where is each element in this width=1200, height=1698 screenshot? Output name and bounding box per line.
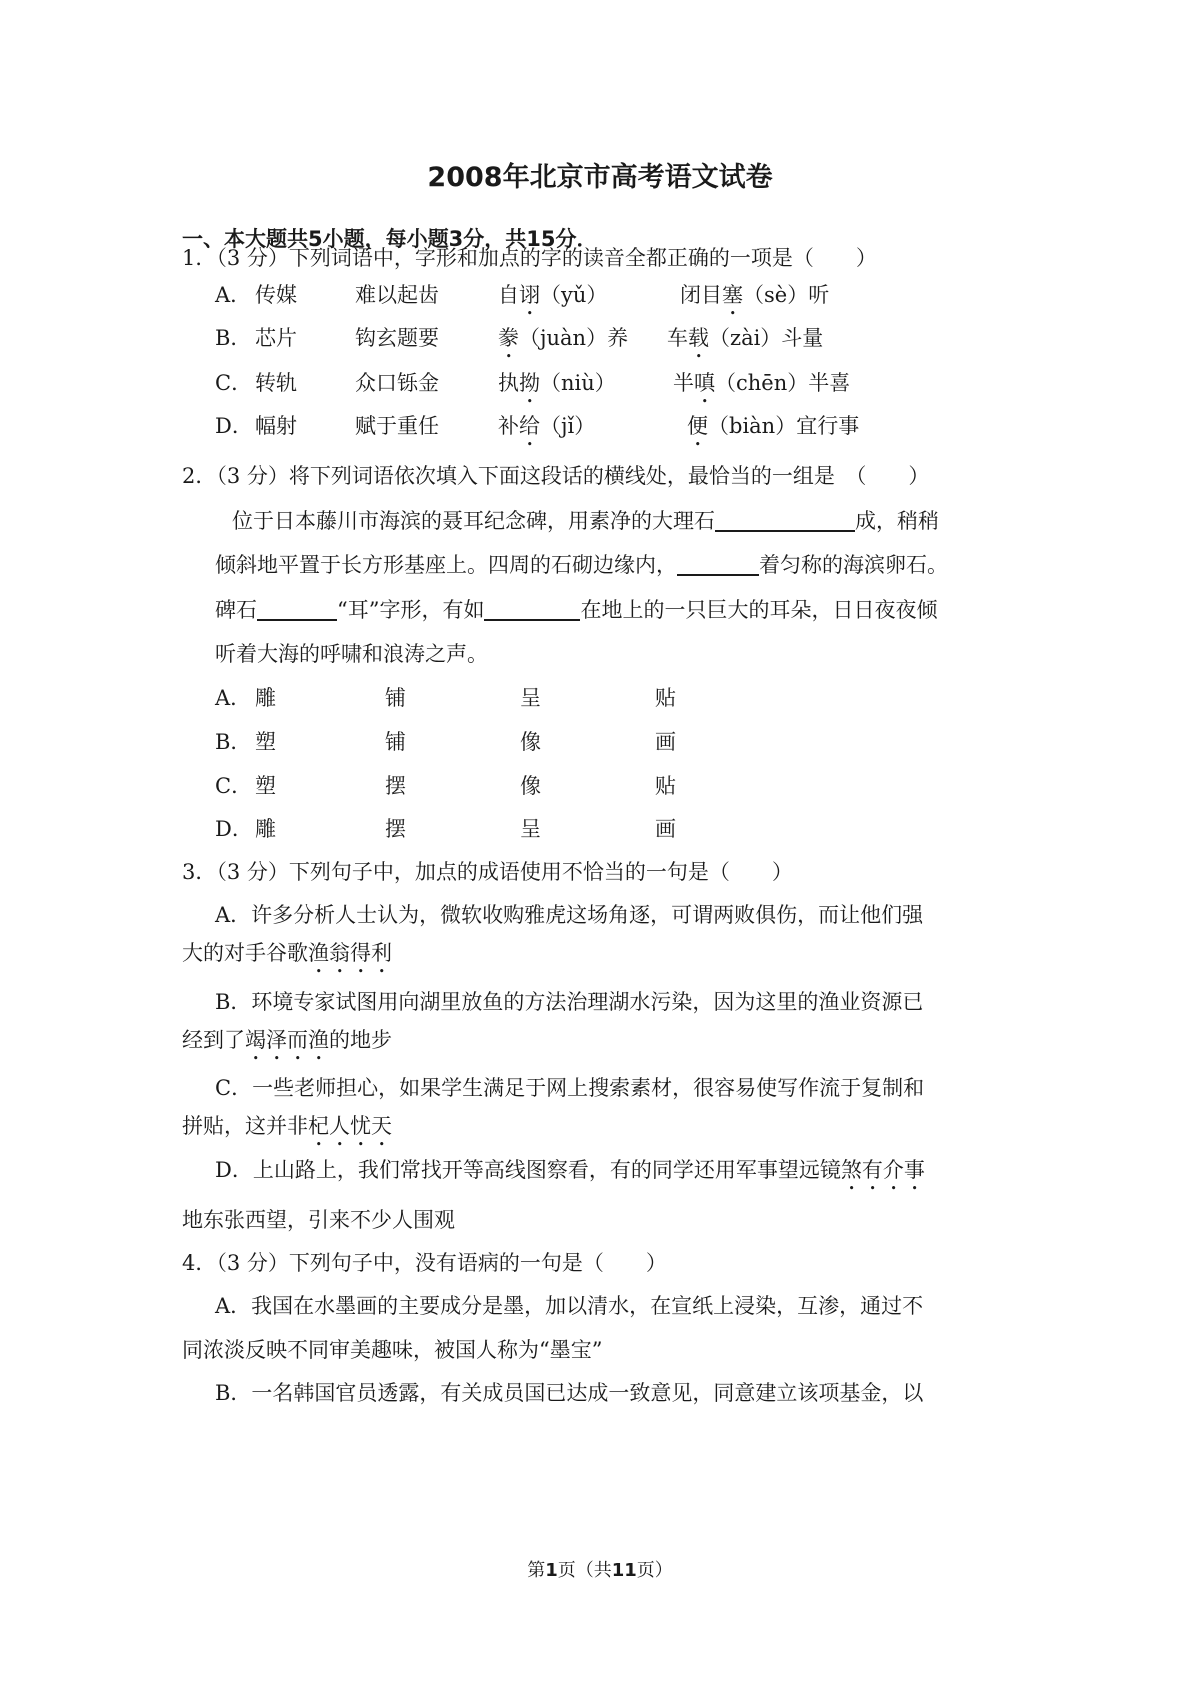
page-total: 11 [611,1560,637,1581]
fill-blank-3 [257,595,337,621]
q1-stem: 1．（3 分）下列词语中，字形和加点的字的读音全都正确的一项是（ ） [182,246,877,270]
word-with-dot: 半嗔（chēn）半喜 [673,371,851,395]
q3-option-c-line-2: 拼贴，这并非杞人忧天 [182,1114,392,1138]
fill-blank-4 [484,595,580,621]
word: 难以起齿 [355,283,439,307]
dotted-char: 载 [688,326,709,350]
q3-option-a-line-2: 大的对手谷歌渔翁得利 [182,941,392,965]
q2-passage-line-2: 倾斜地平置于长方形基座上。四周的石砌边缘内， 着匀称的海滨卵石。 [215,550,948,580]
page-title: 2008年北京市高考语文试卷 [427,162,773,193]
q4-option-a-line-1: A．我国在水墨画的主要成分是墨，加以清水，在宣纸上浸染，互渗，通过不 [215,1294,924,1318]
word: 转轨 [255,371,297,395]
dotted-char: 拗 [519,371,540,395]
section-heading: 一、本大题共5小题，每小题3分，共15分． [182,227,598,251]
word-with-dot: 便（biàn）宜行事 [687,414,860,438]
dotted-idiom: 渔翁得利 [308,941,392,965]
dotted-char: 诩 [519,283,540,307]
q2-passage-line-3: 碑石 “耳”字形，有如 在地上的一只巨大的耳朵，日日夜夜倾 [215,595,937,625]
fill-blank-2 [677,550,759,576]
word: 贴 [655,686,676,710]
q3-option-d-line-1: D．上山路上，我们常找开等高线图察看，有的同学还用军事望远镜煞有介事 [215,1158,925,1182]
word-with-dot: 闭目塞（sè）听 [680,283,830,307]
page-footer: 第1页（共11页） [527,1560,673,1581]
option-label: A． [215,686,252,710]
q4-option-b-line-1: B．一名韩国官员透露，有关成员国已达成一致意见，同意建立该项基金，以 [215,1381,924,1405]
q3-option-b-line-1: B．环境专家试图用向湖里放鱼的方法治理湖水污染，因为这里的渔业资源已 [215,990,924,1014]
word: 传媒 [255,283,297,307]
word: 摆 [385,774,406,798]
option-label: D． [215,414,253,438]
q3-stem: 3．（3 分）下列句子中，加点的成语使用不恰当的一句是（ ） [182,860,793,884]
dotted-char: 嗔 [694,371,715,395]
dotted-char: 便 [687,414,708,438]
word: 赋于重任 [355,414,439,438]
dotted-char: 给 [519,414,540,438]
word: 呈 [520,686,541,710]
word: 幅射 [255,414,297,438]
word: 贴 [655,774,676,798]
word: 铺 [385,686,406,710]
option-label: C． [215,371,253,395]
fill-blank-1 [715,506,855,532]
word: 画 [655,730,676,754]
word: 塑 [255,774,276,798]
word: 呈 [520,817,541,841]
page-number: 1 [545,1560,558,1581]
word: 铺 [385,730,406,754]
word: 芯片 [255,326,297,350]
dotted-idiom: 竭泽而渔 [245,1028,329,1052]
option-label: C． [215,774,253,798]
q4-stem: 4．（3 分）下列句子中，没有语病的一句是（ ） [182,1251,667,1275]
q3-option-d-line-2: 地东张西望，引来不少人围观 [182,1208,455,1232]
option-label: D． [215,817,253,841]
word: 像 [520,774,541,798]
word: 画 [655,817,676,841]
word: 雕 [255,817,276,841]
q3-option-a-line-1: A．许多分析人士认为，微软收购雅虎这场角逐，可谓两败俱伤，而让他们强 [215,903,924,927]
option-label: B． [215,730,252,754]
word: 摆 [385,817,406,841]
option-label: A． [215,283,252,307]
dotted-char: 豢 [498,326,519,350]
dotted-idiom: 煞有介事 [840,1158,925,1182]
q2-passage-line-1: 位于日本藤川市海滨的聂耳纪念碑，用素净的大理石 成，稍稍 [232,506,939,536]
word-with-dot: 补给（jǐ） [498,414,596,438]
word: 钩玄题要 [355,326,439,350]
word: 像 [520,730,541,754]
q4-option-a-line-2: 同浓淡反映不同审美趣味，被国人称为“墨宝” [182,1338,603,1362]
q3-option-b-line-2: 经到了竭泽而渔的地步 [182,1028,392,1052]
word-with-dot: 执拗（niù） [498,371,616,395]
q2-stem: 2．（3 分）将下列词语依次填入下面这段话的横线处，最恰当的一组是 （ ） [182,464,930,488]
word-with-dot: 豢（juàn）养 [498,326,629,350]
dotted-idiom: 杞人忧天 [308,1114,392,1138]
dotted-char: 塞 [722,283,743,307]
word-with-dot: 自诩（yǔ） [498,283,608,307]
word-with-dot: 车载（zài）斗量 [667,326,824,350]
word: 众口铄金 [355,371,439,395]
word: 雕 [255,686,276,710]
q2-passage-line-4: 听着大海的呼啸和浪涛之声。 [215,642,488,666]
option-label: B． [215,326,252,350]
word: 塑 [255,730,276,754]
q3-option-c-line-1: C．一些老师担心，如果学生满足于网上搜索素材，很容易使写作流于复制和 [215,1076,925,1100]
